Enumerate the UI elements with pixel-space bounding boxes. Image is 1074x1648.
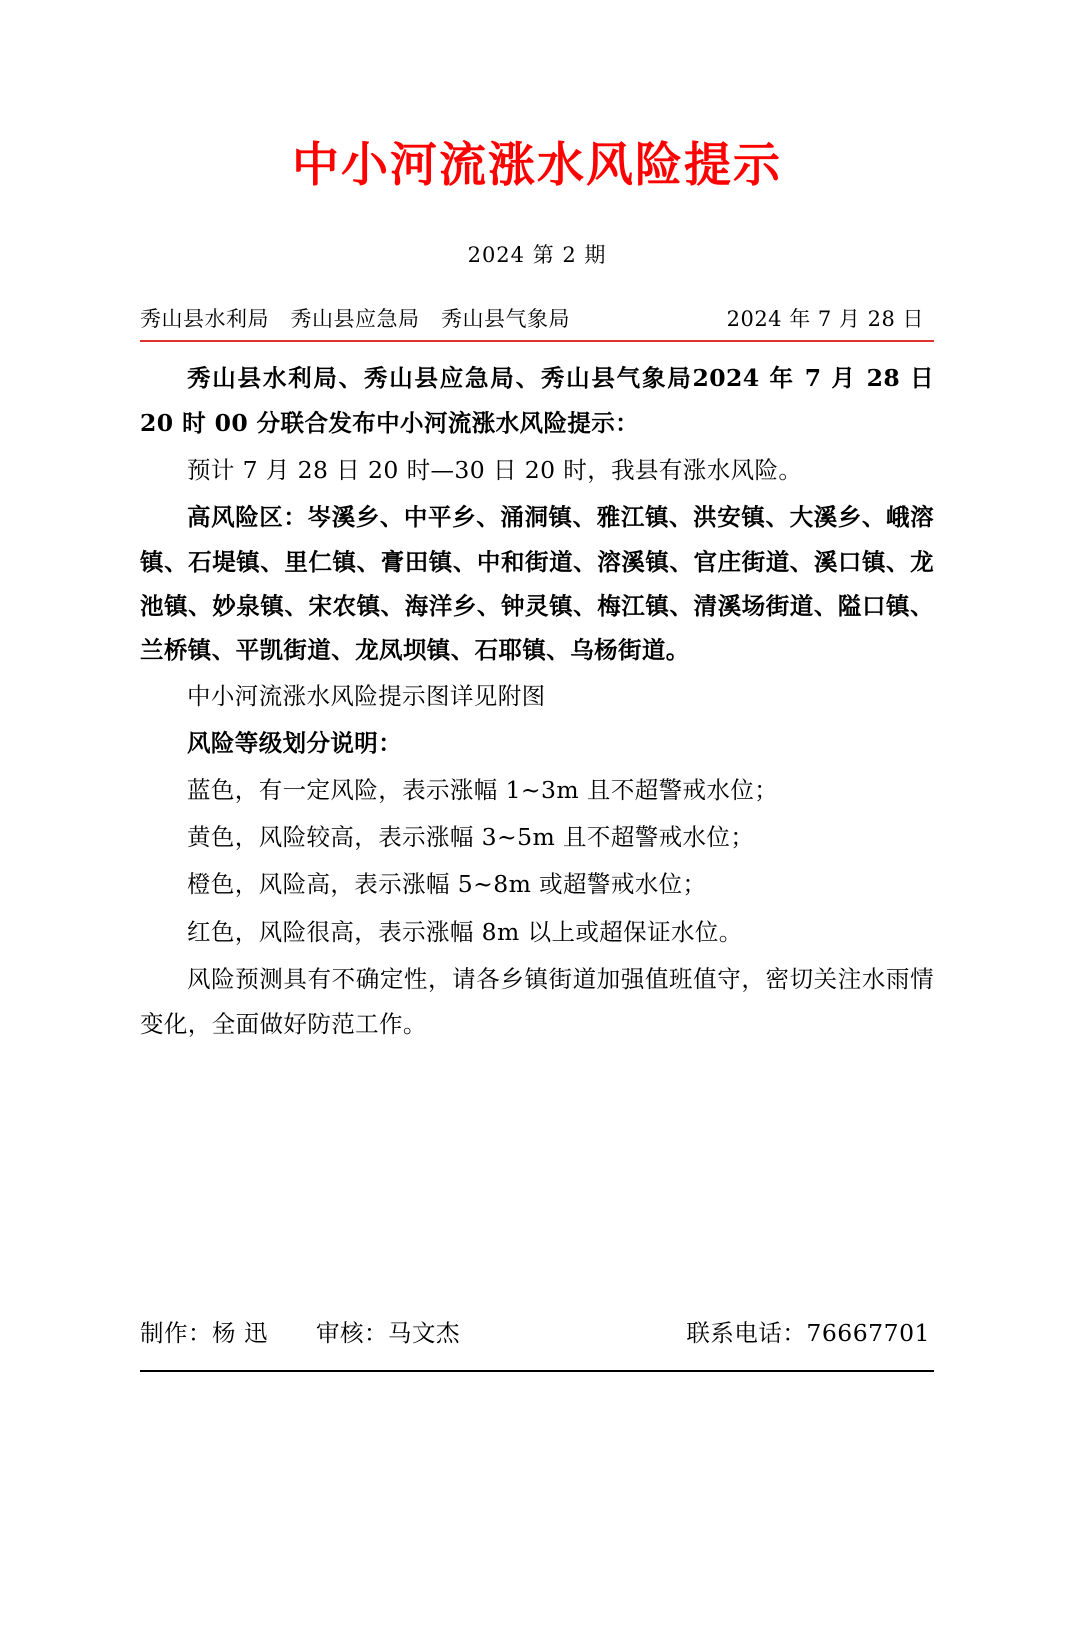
- page-title: 中小河流涨水风险提示: [292, 138, 782, 193]
- paragraph-lead: 秀山县水利局、秀山县应急局、秀山县气象局2024 年 7 月 28 日 20 时 00 分联合发布中小河流涨水风险提示：: [140, 364, 934, 438]
- risk-level-orange: 橙色，风险高，表示涨幅 5~8m 或超警戒水位；: [187, 870, 707, 899]
- footer-contact: 联系电话：76667701: [686, 1319, 930, 1347]
- document-body: [140, 356, 934, 1047]
- paragraph-closing: 风险预测具有不确定性，请各乡镇街道加强值班值守，密切关注水雨情变化，全面做好防范工作。: [140, 964, 934, 1038]
- footer-divider: [140, 1370, 934, 1372]
- header-meta-row: [140, 303, 934, 340]
- issuing-organizations: 秀山县水利局 秀山县应急局 秀山县气象局: [140, 307, 570, 331]
- risk-level-blue: 蓝色，有一定风险，表示涨幅 1~3m 且不超警戒水位；: [187, 776, 779, 805]
- paragraph-attachment-note: 中小河流涨水风险提示图详见附图: [187, 682, 546, 711]
- header-divider: [140, 340, 934, 342]
- footer-producer: 制作：杨 迅 审核：马文杰: [140, 1319, 460, 1347]
- paragraph-risk-level-heading: 风险等级划分说明：: [187, 729, 403, 758]
- document-page: [0, 128, 1074, 1648]
- issue-number: 2024 第 2 期: [467, 243, 607, 267]
- paragraph-high-risk-areas: 高风险区：岑溪乡、中平乡、涌洞镇、雅江镇、洪安镇、大溪乡、峨溶镇、石堤镇、里仁镇、膏田镇、中和街道、溶溪镇、官庄街道、溪口镇、龙池镇、妙泉镇、宋农镇、海洋乡、钟灵镇、梅江镇、清溪场街道、隘口镇、兰桥镇、平凯街道、龙凤坝镇、石耶镇、乌杨街道。: [140, 503, 934, 664]
- risk-level-yellow: 黄色，风险较高，表示涨幅 3~5m 且不超警戒水位；: [187, 823, 755, 852]
- footer-signature-row: [140, 1314, 934, 1354]
- risk-level-red: 红色，风险很高，表示涨幅 8m 以上或超保证水位。: [187, 917, 743, 946]
- publish-date: 2024 年 7 月 28 日: [726, 307, 924, 331]
- paragraph-forecast: 预计 7 月 28 日 20 时—30 日 20 时，我县有涨水风险。: [187, 456, 803, 485]
